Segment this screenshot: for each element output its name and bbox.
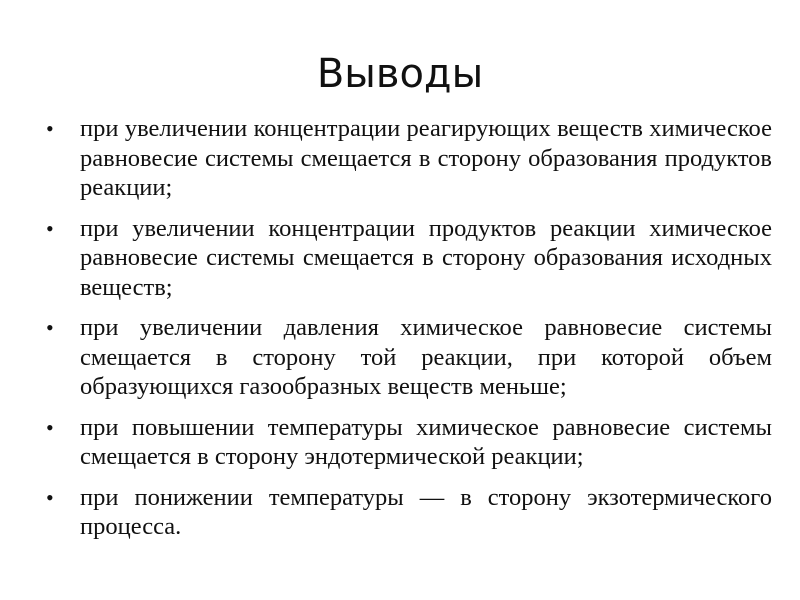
bullet-text: при увеличении концентрации продуктов реакции химическое равновесие системы смещается в сторону образования исходных веществ; (80, 214, 772, 301)
bullet-item (40, 114, 772, 203)
bullet-text: при повышении температуры химическое равновесие системы смещается в сторону эндотермической реакции; (80, 413, 772, 470)
bullet-item (40, 483, 772, 542)
bullet-item (40, 214, 772, 303)
slide-title: Выводы (316, 51, 484, 97)
bullet-text: при понижении температуры — в сторону экзотермического процесса. (80, 483, 772, 540)
bullet-icon: • (46, 116, 54, 141)
bullet-item (40, 413, 772, 472)
bullet-icon: • (46, 414, 54, 440)
bullet-list (40, 114, 772, 553)
bullet-icon: • (46, 215, 54, 241)
bullet-text: при увеличении давления химическое равновесие системы смещается в сторону той реакции, при которой объем образующихся газообразных веществ меньше; (80, 314, 772, 400)
bullet-item (40, 313, 772, 402)
bullet-icon: • (46, 315, 54, 340)
bullet-text: при увеличении концентрации реагирующих веществ химическое равновесие системы смещается в сторону образования продуктов реакции; (80, 115, 772, 201)
bullet-icon: • (46, 484, 54, 510)
